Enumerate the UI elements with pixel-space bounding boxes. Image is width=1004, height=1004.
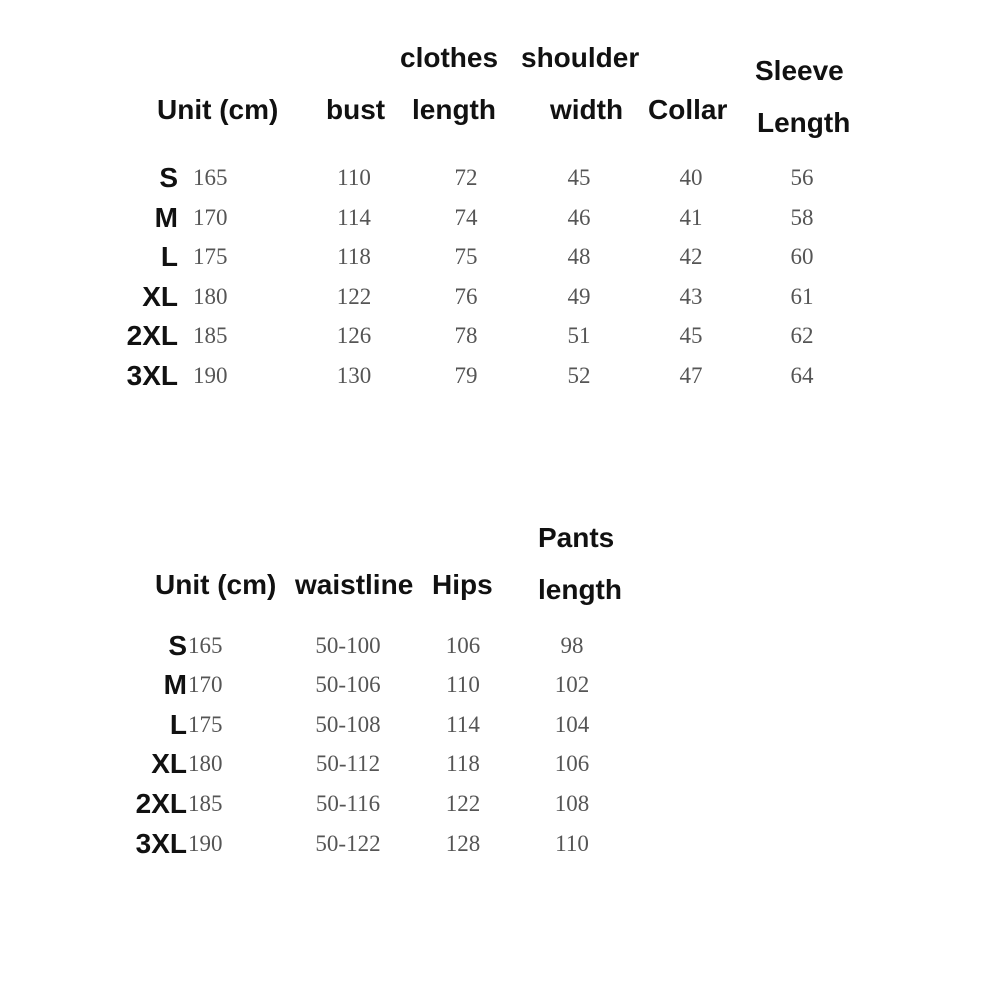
length-value: 72 [454,165,478,190]
length-value: 75 [454,244,478,269]
sleeve-value: 56 [790,165,814,190]
header-waistline: waistline [295,569,414,600]
size-label: XL [151,748,187,779]
height-value: 170 [188,672,223,697]
size-label: S [159,162,178,193]
pants-value: 102 [554,672,590,697]
height-value: 165 [193,165,228,190]
size-label: XL [142,281,178,312]
collar-value: 47 [679,363,703,388]
waistline-value: 50-106 [315,672,381,697]
waistline-value: 50-122 [315,831,381,856]
collar-value: 42 [679,244,703,269]
header-bust: bust [326,94,386,125]
header-sleeve: Sleeve [755,55,844,86]
size-label: L [160,241,178,272]
header-pants-length: length [538,574,622,605]
waistline-value: 50-100 [315,633,381,658]
size-label: 3XL [126,360,178,391]
sleeve-value: 58 [790,205,814,230]
sleeve-value: 62 [790,323,814,348]
height-value: 185 [188,791,223,816]
height-value: 180 [193,284,228,309]
size-label: 2XL [126,320,178,351]
hips-value: 110 [446,672,480,697]
sleeve-value: 60 [790,244,814,269]
size-label: S [168,630,187,661]
length-value: 78 [454,323,478,348]
bust-value: 114 [337,205,371,230]
pants-value: 108 [554,791,590,816]
bust-value: 126 [336,323,372,348]
length-value: 74 [454,205,478,230]
height-value: 175 [188,712,223,737]
hips-value: 118 [446,751,480,776]
waistline-value: 50-116 [315,791,381,816]
collar-value: 45 [679,323,703,348]
header-collar: Collar [648,94,728,125]
waistline-value: 50-112 [315,751,381,776]
header-hips: Hips [432,569,493,600]
hips-value: 128 [445,831,481,856]
header-shoulder: shoulder [521,42,640,73]
height-value: 165 [188,633,223,658]
collar-value: 41 [679,205,703,230]
length-value: 76 [454,284,478,309]
pants-value: 104 [554,712,590,737]
sleeve-value: 61 [790,284,814,309]
bust-value: 118 [337,244,371,269]
size-label: M [154,202,178,233]
length-value: 79 [454,363,478,388]
size-label: 2XL [135,788,187,819]
header-sleeve-length: Length [757,107,851,138]
size-label: M [163,669,187,700]
pants-value: 110 [555,831,589,856]
shoulder-value: 48 [567,244,591,269]
hips-value: 114 [446,712,480,737]
bust-value: 122 [336,284,372,309]
hips-value: 106 [445,633,481,658]
collar-value: 40 [679,165,703,190]
shoulder-value: 45 [567,165,591,190]
shoulder-value: 52 [567,363,591,388]
bust-value: 110 [337,165,371,190]
header-unit: Unit (cm) [157,94,279,125]
height-value: 170 [193,205,228,230]
height-value: 175 [193,244,228,269]
waistline-value: 50-108 [315,712,381,737]
pants-value: 106 [554,751,590,776]
header-clothes-length: length [412,94,496,125]
header-clothes: clothes [400,42,499,73]
height-value: 190 [193,363,228,388]
shoulder-value: 51 [567,323,591,348]
bust-value: 130 [336,363,372,388]
size-label: L [169,709,187,740]
shoulder-value: 46 [567,205,591,230]
height-value: 185 [193,323,228,348]
header-pants: Pants [538,522,615,553]
sleeve-value: 64 [790,363,814,388]
header-shoulder-width: width [550,94,624,125]
hips-value: 122 [445,791,481,816]
shoulder-value: 49 [567,284,591,309]
height-value: 180 [188,751,223,776]
header-unit-bottom: Unit (cm) [155,569,277,600]
size-label: 3XL [135,828,187,859]
height-value: 190 [188,831,223,856]
collar-value: 43 [679,284,703,309]
pants-value: 98 [560,633,584,658]
